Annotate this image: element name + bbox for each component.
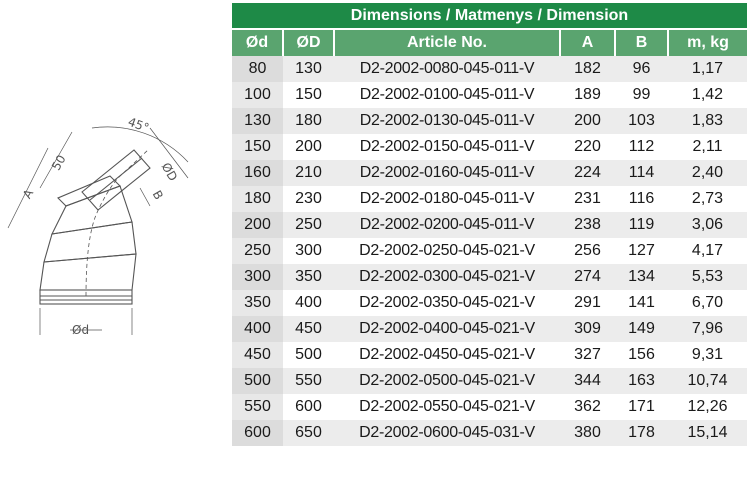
- elbow-segment-4: [58, 176, 120, 206]
- cell-a: 362: [560, 394, 615, 420]
- cell-mass: 2,40: [668, 160, 747, 186]
- cell-inner-diameter: 160: [232, 160, 283, 186]
- table-row: [232, 160, 747, 186]
- cell-outer-diameter: 300: [283, 238, 334, 264]
- cell-b: 134: [615, 264, 668, 290]
- cell-a: 200: [560, 108, 615, 134]
- cell-b: 112: [615, 134, 668, 160]
- elbow-segment-1: [40, 254, 136, 290]
- cell-outer-diameter: 180: [283, 108, 334, 134]
- table-row: [232, 186, 747, 212]
- cell-outer-diameter: 500: [283, 342, 334, 368]
- cell-inner-diameter: 600: [232, 420, 283, 446]
- cell-article-no: D2-2002-0600-045-031-V: [334, 420, 560, 446]
- cell-b: 119: [615, 212, 668, 238]
- table-row: [232, 56, 747, 82]
- cell-b: 116: [615, 186, 668, 212]
- cell-inner-diameter: 200: [232, 212, 283, 238]
- table-row: [232, 238, 747, 264]
- cell-article-no: D2-2002-0180-045-011-V: [334, 186, 560, 212]
- cell-mass: 3,06: [668, 212, 747, 238]
- dimensions-table-container: [232, 3, 747, 446]
- header-inner-diameter: Ød: [232, 29, 283, 56]
- table-row: [232, 82, 747, 108]
- cell-mass: 6,70: [668, 290, 747, 316]
- cell-inner-diameter: 250: [232, 238, 283, 264]
- table-row: [232, 342, 747, 368]
- cell-a: 220: [560, 134, 615, 160]
- cell-inner-diameter: 80: [232, 56, 283, 82]
- header-mass: m, kg: [668, 29, 747, 56]
- cell-outer-diameter: 650: [283, 420, 334, 446]
- cell-inner-diameter: 350: [232, 290, 283, 316]
- cell-article-no: D2-2002-0160-045-011-V: [334, 160, 560, 186]
- cell-mass: 1,17: [668, 56, 747, 82]
- cell-a: 224: [560, 160, 615, 186]
- cell-outer-diameter: 230: [283, 186, 334, 212]
- cell-article-no: D2-2002-0550-045-021-V: [334, 394, 560, 420]
- table-row: [232, 420, 747, 446]
- cell-b: 149: [615, 316, 668, 342]
- cell-a: 291: [560, 290, 615, 316]
- table-row: [232, 264, 747, 290]
- cell-outer-diameter: 150: [283, 82, 334, 108]
- cell-inner-diameter: 150: [232, 134, 283, 160]
- table-row: [232, 134, 747, 160]
- cell-b: 171: [615, 394, 668, 420]
- cell-a: 380: [560, 420, 615, 446]
- cell-outer-diameter: 400: [283, 290, 334, 316]
- cell-article-no: D2-2002-0130-045-011-V: [334, 108, 560, 134]
- table-row: [232, 290, 747, 316]
- cell-mass: 9,31: [668, 342, 747, 368]
- cell-mass: 15,14: [668, 420, 747, 446]
- cell-inner-diameter: 450: [232, 342, 283, 368]
- cell-mass: 10,74: [668, 368, 747, 394]
- cell-outer-diameter: 600: [283, 394, 334, 420]
- cell-b: 127: [615, 238, 668, 264]
- inner-diameter-label: Ød: [72, 323, 90, 337]
- cell-a: 309: [560, 316, 615, 342]
- cell-mass: 1,42: [668, 82, 747, 108]
- cell-article-no: D2-2002-0200-045-011-V: [334, 212, 560, 238]
- cell-outer-diameter: 130: [283, 56, 334, 82]
- cell-b: 114: [615, 160, 668, 186]
- cell-inner-diameter: 130: [232, 108, 283, 134]
- header-b: B: [615, 29, 668, 56]
- cell-mass: 4,17: [668, 238, 747, 264]
- cell-inner-diameter: 550: [232, 394, 283, 420]
- table-row: [232, 212, 747, 238]
- cell-outer-diameter: 350: [283, 264, 334, 290]
- cell-article-no: D2-2002-0450-045-021-V: [334, 342, 560, 368]
- cell-article-no: D2-2002-0100-045-011-V: [334, 82, 560, 108]
- cell-outer-diameter: 200: [283, 134, 334, 160]
- cell-mass: 5,53: [668, 264, 747, 290]
- cell-mass: 2,11: [668, 134, 747, 160]
- cell-a: 256: [560, 238, 615, 264]
- cell-b: 141: [615, 290, 668, 316]
- cell-a: 189: [560, 82, 615, 108]
- table-row: [232, 394, 747, 420]
- cell-inner-diameter: 180: [232, 186, 283, 212]
- cell-mass: 1,83: [668, 108, 747, 134]
- dimension-50-label: 50: [48, 152, 69, 173]
- elbow-drawing-svg: [0, 100, 228, 370]
- cell-article-no: D2-2002-0250-045-021-V: [334, 238, 560, 264]
- dimension-b-label: B: [149, 188, 166, 203]
- cell-b: 103: [615, 108, 668, 134]
- cell-mass: 7,96: [668, 316, 747, 342]
- cell-b: 156: [615, 342, 668, 368]
- dimension-a-label: A: [19, 186, 37, 201]
- cell-article-no: D2-2002-0500-045-021-V: [334, 368, 560, 394]
- cell-inner-diameter: 100: [232, 82, 283, 108]
- cell-article-no: D2-2002-0400-045-021-V: [334, 316, 560, 342]
- outer-diameter-label: ØD: [158, 160, 181, 184]
- cell-b: 178: [615, 420, 668, 446]
- table-row: [232, 316, 747, 342]
- cell-outer-diameter: 450: [283, 316, 334, 342]
- cell-a: 182: [560, 56, 615, 82]
- cell-b: 99: [615, 82, 668, 108]
- cell-a: 231: [560, 186, 615, 212]
- table-title: Dimensions / Matmenys / Dimension: [232, 3, 747, 29]
- cell-article-no: D2-2002-0300-045-021-V: [334, 264, 560, 290]
- cell-a: 327: [560, 342, 615, 368]
- cell-inner-diameter: 300: [232, 264, 283, 290]
- header-article-no: Article No.: [334, 29, 560, 56]
- header-a: A: [560, 29, 615, 56]
- dimensions-table: [232, 3, 747, 446]
- cell-a: 274: [560, 264, 615, 290]
- cell-a: 238: [560, 212, 615, 238]
- cell-mass: 12,26: [668, 394, 747, 420]
- table-body: [232, 56, 747, 446]
- cell-outer-diameter: 550: [283, 368, 334, 394]
- cell-mass: 2,73: [668, 186, 747, 212]
- cell-article-no: D2-2002-0150-045-011-V: [334, 134, 560, 160]
- cell-outer-diameter: 210: [283, 160, 334, 186]
- cell-b: 96: [615, 56, 668, 82]
- table-row: [232, 368, 747, 394]
- cell-article-no: D2-2002-0080-045-011-V: [334, 56, 560, 82]
- cell-article-no: D2-2002-0350-045-021-V: [334, 290, 560, 316]
- cell-b: 163: [615, 368, 668, 394]
- elbow-segment-3: [52, 186, 132, 234]
- cell-outer-diameter: 250: [283, 212, 334, 238]
- cell-a: 344: [560, 368, 615, 394]
- angle-label: 45°: [126, 114, 151, 136]
- cell-inner-diameter: 500: [232, 368, 283, 394]
- table-row: [232, 108, 747, 134]
- elbow-technical-drawing: [0, 100, 228, 370]
- header-outer-diameter: ØD: [283, 29, 334, 56]
- cell-inner-diameter: 400: [232, 316, 283, 342]
